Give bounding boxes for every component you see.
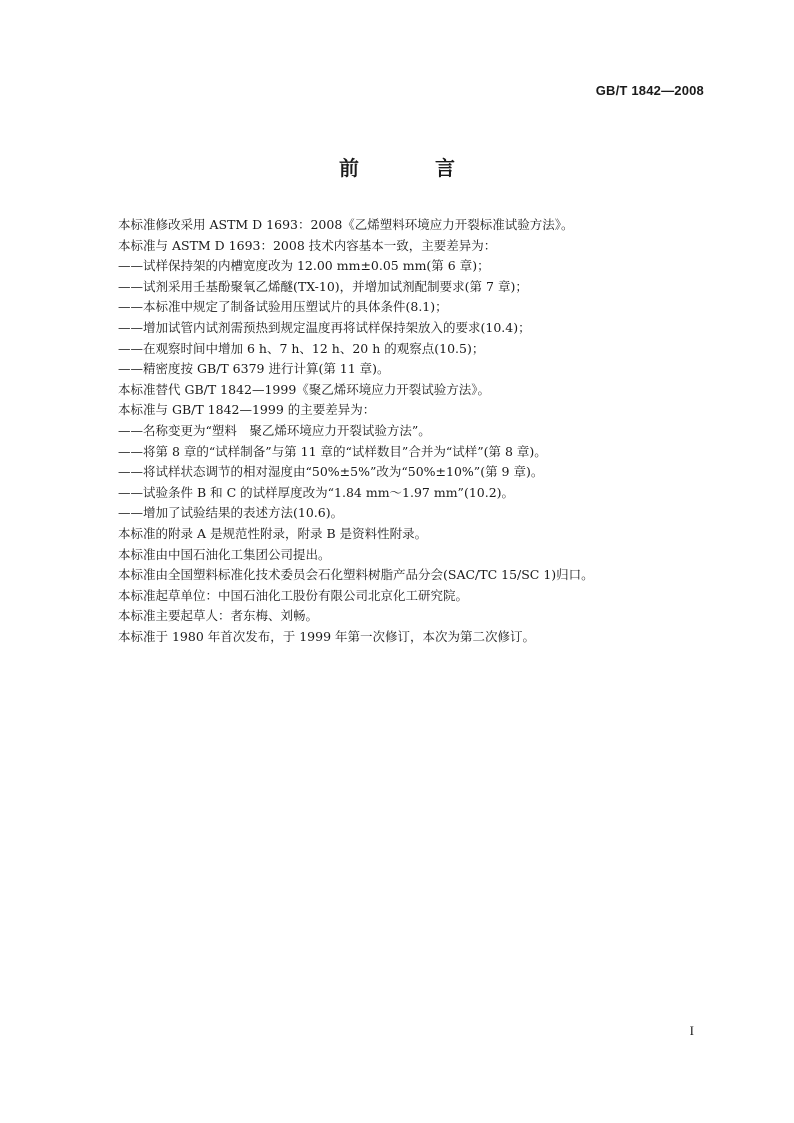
list-item: ——精密度按 GB/T 6379 进行计算(第 11 章)。 [118,361,390,377]
paragraph: 本标准的附录 A 是规范性附录，附录 B 是资料性附录。 [118,525,428,541]
paragraph: 本标准与 ASTM D 1693：2008 技术内容基本一致，主要差异为： [118,237,497,253]
foreword-body [118,215,718,647]
list-item: ——将试样状态调节的相对湿度由“50%±5%”改为“50%±10%”(第 9 章)。 [118,464,544,480]
standard-code: GB/T 1842—2008 [595,83,704,98]
list-item: ——试剂采用壬基酚聚氧乙烯醚(TX-10)，并增加试剂配制要求(第 7 章)； [118,278,528,294]
paragraph: 本标准替代 GB/T 1842—1999《聚乙烯环境应力开裂试验方法》。 [118,381,491,397]
list-item: ——在观察时间中增加 6 h、7 h、12 h、20 h 的观察点(10.5)； [118,340,485,356]
list-item: ——试样保持架的内槽宽度改为 12.00 mm±0.05 mm(第 6 章)； [118,258,490,274]
list-item: ——增加了试验结果的表述方法(10.6)。 [118,505,344,521]
paragraph: 本标准起草单位：中国石油化工股份有限公司北京化工研究院。 [118,587,469,603]
paragraph: 本标准于 1980 年首次发布，于 1999 年第一次修订，本次为第二次修订。 [118,628,536,644]
paragraph: 本标准主要起草人：者东梅、刘畅。 [118,608,319,624]
list-item: ——将第 8 章的“试样制备”与第 11 章的“试样数目”合并为“试样”(第 8 章)。 [118,443,547,459]
list-item: ——增加试管内试剂需预热到规定温度再将试样保持架放入的要求(10.4)； [118,319,531,335]
page-title: 前 言 [339,156,483,180]
paragraph: 本标准由中国石油化工集团公司提出。 [118,546,331,562]
paragraph: 本标准与 GB/T 1842—1999 的主要差异为： [118,402,376,418]
list-item: ——本标准中规定了制备试验用压塑试片的具体条件(8.1)； [118,299,448,315]
paragraph: 本标准由全国塑料标准化技术委员会石化塑料树脂产品分会(SAC/TC 15/SC 1)归口。 [118,567,594,583]
list-item: ——名称变更为“塑料 聚乙烯环境应力开裂试验方法”。 [118,422,431,438]
list-item: ——试验条件 B 和 C 的试样厚度改为“1.84 mm～1.97 mm”(10.2)。 [118,484,515,500]
paragraph: 本标准修改采用 ASTM D 1693：2008《乙烯塑料环境应力开裂标准试验方法》。 [118,217,574,232]
page-number: I [689,1023,694,1038]
